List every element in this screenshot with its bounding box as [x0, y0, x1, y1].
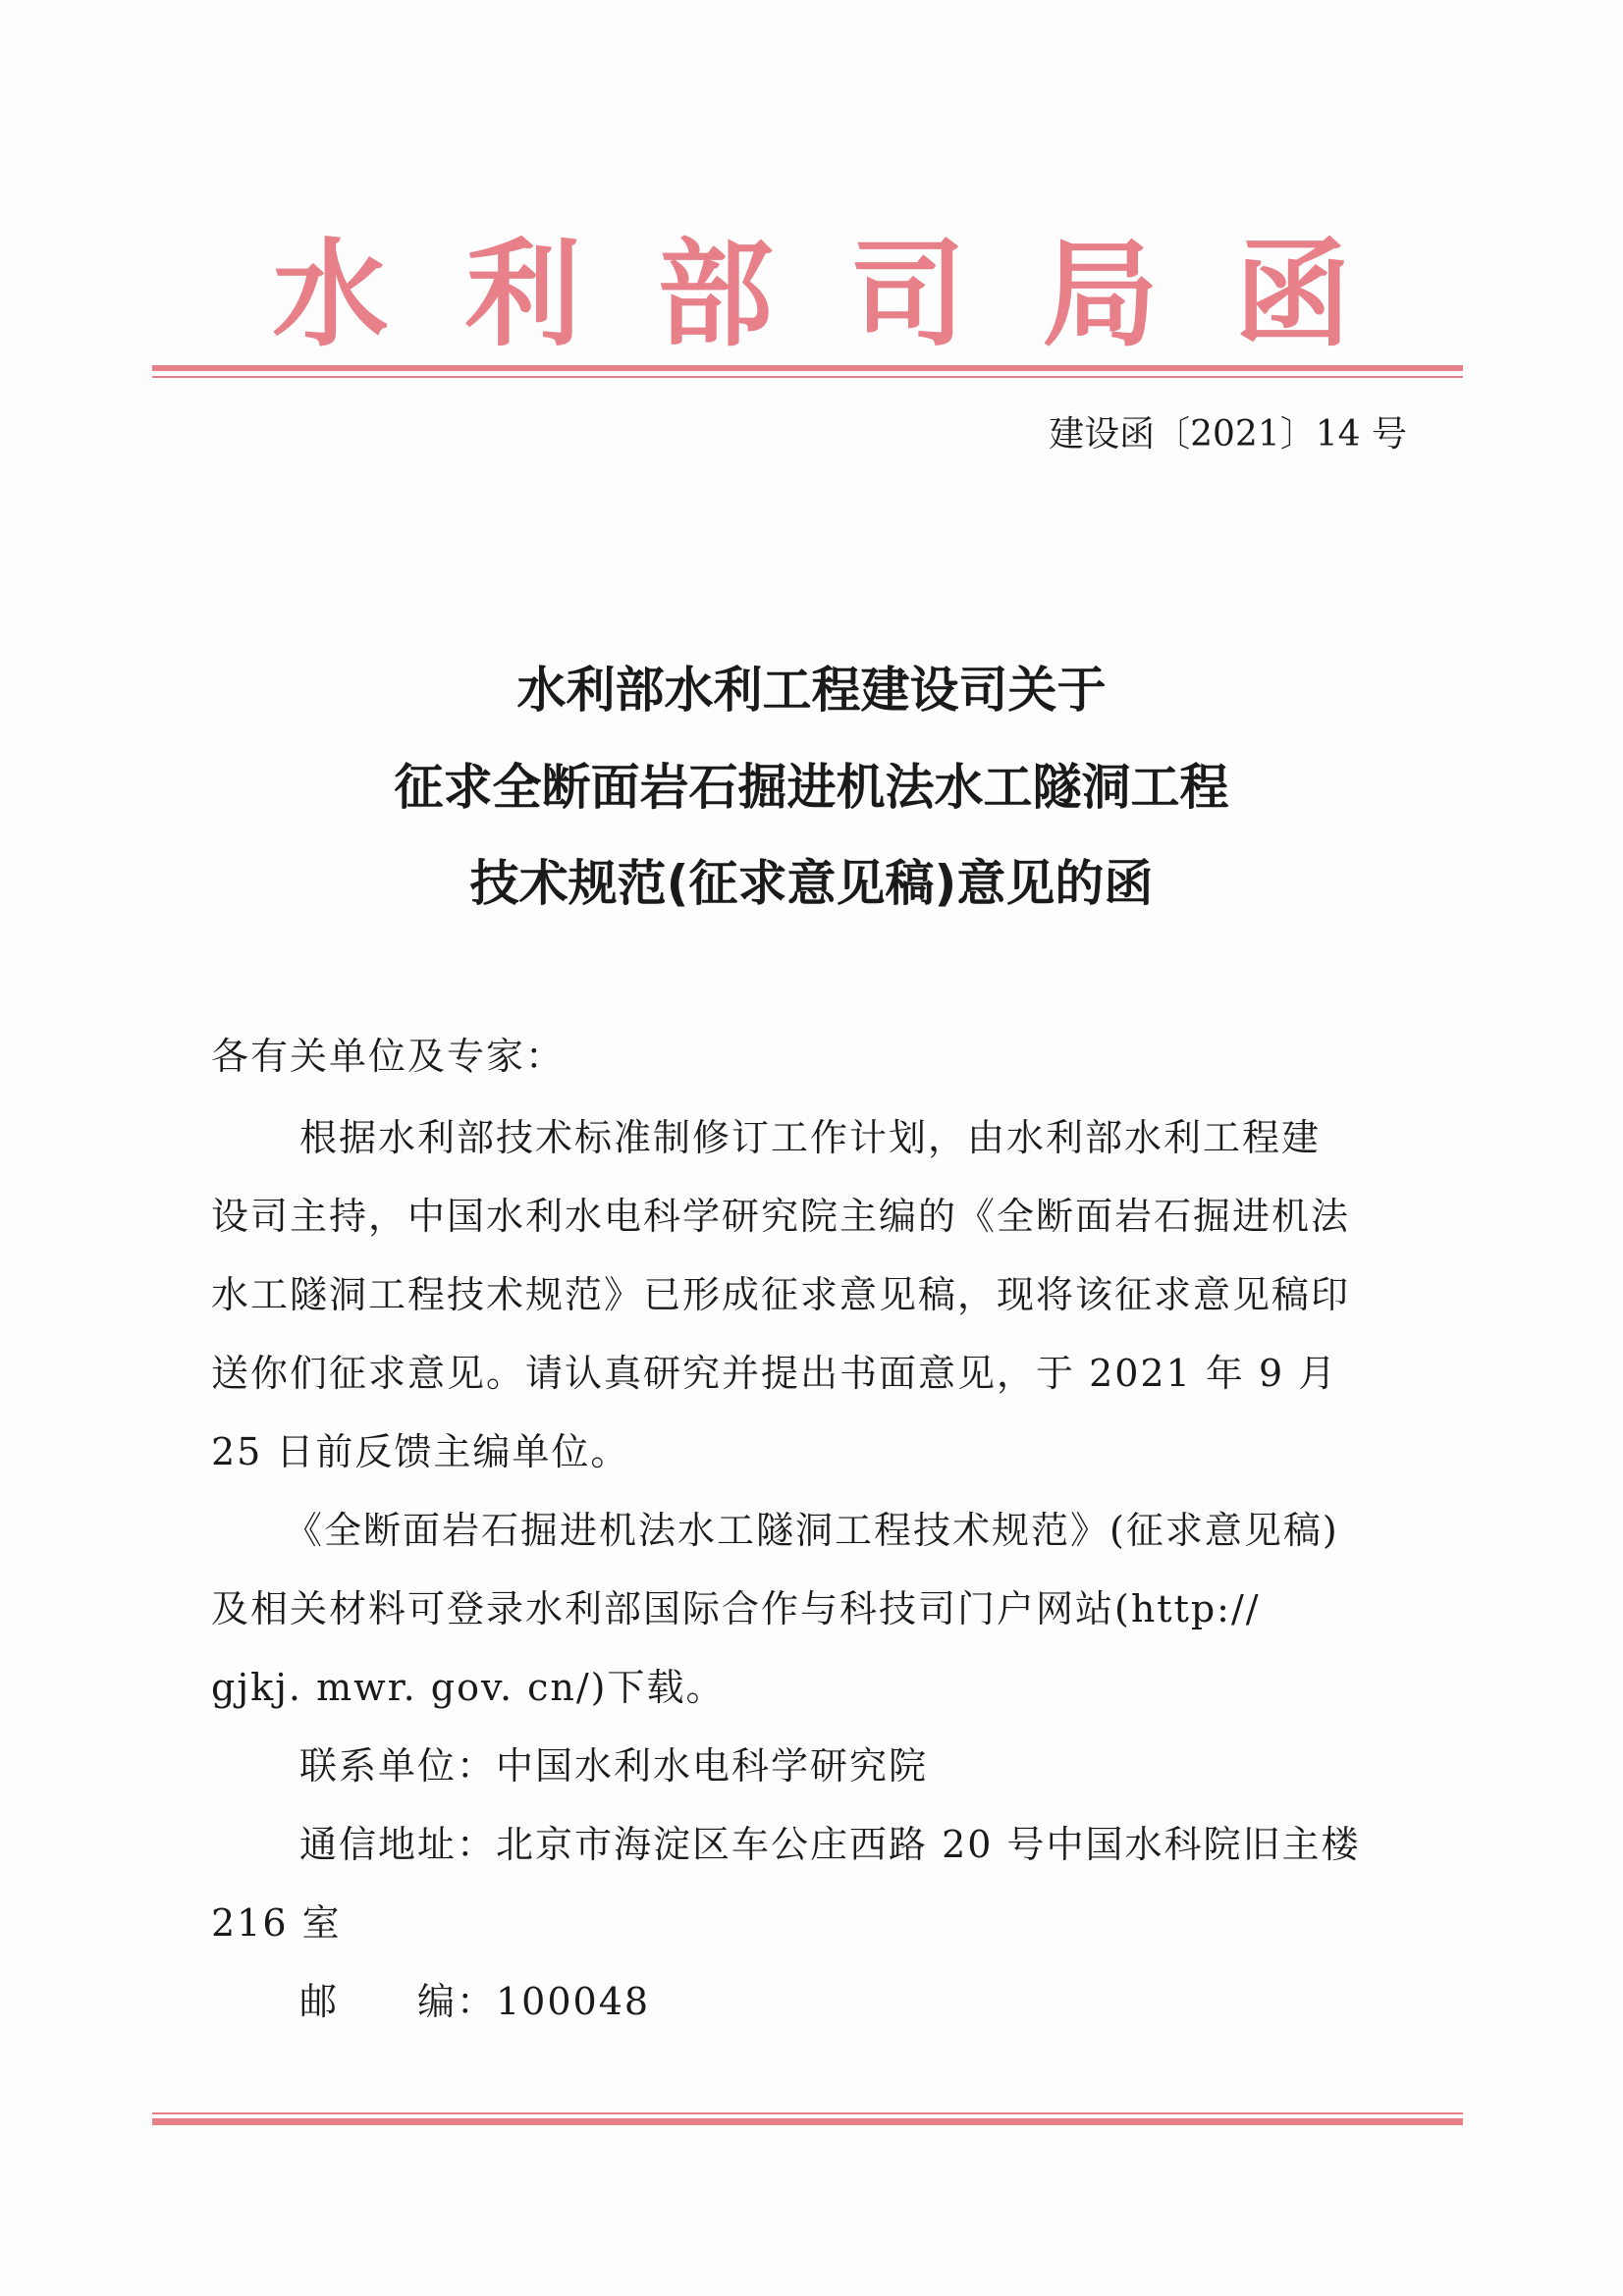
- contact-unit: 联系单位：中国水利水电科学研究院: [299, 1744, 929, 1788]
- mailing-address-line-2: 216 室: [211, 1901, 342, 1945]
- paragraph1-line-2: 设司主持，中国水利水电科学研究院主编的《全断面岩石掘进机法: [211, 1195, 1351, 1238]
- header-rule-thin: [152, 376, 1463, 378]
- document-number: 建设函〔2021〕14 号: [1049, 414, 1407, 454]
- title-line-2: 征求全断面岩石掘进机法水工隧洞工程: [394, 759, 1229, 816]
- download-url-line: gjkj. mwr. gov. cn/)下载。: [211, 1666, 726, 1709]
- mailing-address-line-1: 通信地址：北京市海淀区车公庄西路 20 号中国水科院旧主楼: [299, 1823, 1361, 1866]
- paragraph1-line-4: 送你们征求意见。请认真研究并提出书面意见，于 2021 年 9 月: [211, 1352, 1338, 1395]
- title-line-3: 技术规范(征求意见稿)意见的函: [469, 855, 1154, 912]
- footer-rule-thick: [152, 2118, 1463, 2125]
- paragraph1-line-5: 25 日前反馈主编单位。: [211, 1430, 630, 1473]
- footer-rule-thin: [152, 2112, 1463, 2114]
- paragraph2-line-1: 《全断面岩石掘进机法水工隧洞工程技术规范》(征求意见稿): [285, 1509, 1339, 1552]
- paragraph1-line-1: 根据水利部技术标准制修订工作计划，由水利部水利工程建: [299, 1116, 1322, 1159]
- postcode: 邮 编：100048: [299, 1980, 651, 2023]
- paragraph2-line-2: 及相关材料可登录水利部国际合作与科技司门户网站(http://: [211, 1587, 1261, 1630]
- header-rule-thick: [152, 365, 1463, 371]
- salutation: 各有关单位及专家：: [211, 1035, 566, 1078]
- title-line-1: 水利部水利工程建设司关于: [516, 662, 1107, 719]
- letterhead-masthead: 水利部司局函: [272, 226, 1428, 362]
- paragraph1-line-3: 水工隧洞工程技术规范》已形成征求意见稿，现将该征求意见稿印: [211, 1273, 1351, 1316]
